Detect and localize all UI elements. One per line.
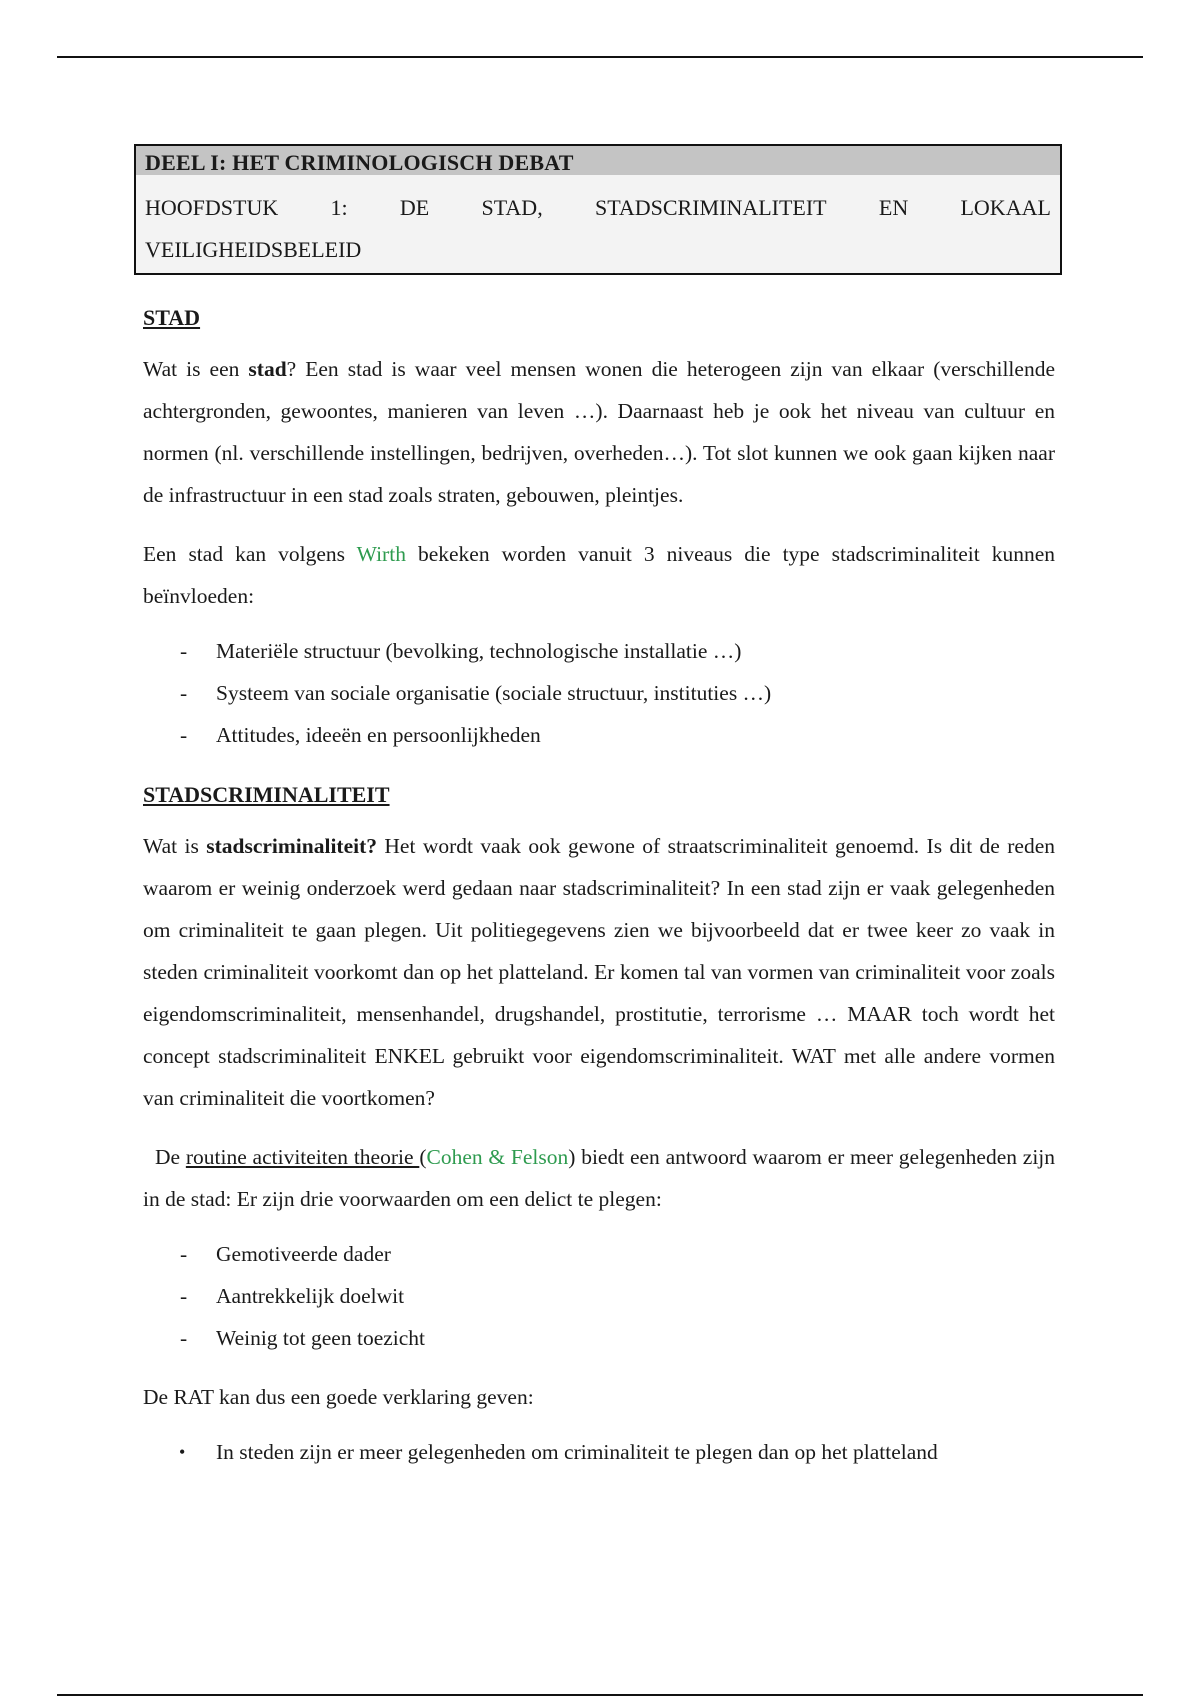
- wirth-levels-list: [143, 630, 1055, 756]
- section-heading-stad: STAD: [143, 305, 201, 330]
- term-routine-activiteiten-theorie: routine activiteiten theorie: [185, 1145, 420, 1169]
- part-title: DEEL I: HET CRIMINOLOGISCH DEBAT: [136, 146, 1060, 175]
- chapter-title-line1: HOOFDSTUK 1: DE STAD, STADSCRIMINALITEIT EN LOKAAL: [145, 195, 1051, 220]
- top-rule: [57, 56, 1143, 58]
- list-item: - Gemotiveerde dader: [180, 1242, 391, 1266]
- paragraph-wirth: Een stad kan volgens Wirth bekeken worden vanuit 3 niveaus die type stadscriminaliteit kunnen beïnvloeden:: [143, 542, 1055, 608]
- list-item: - Attitudes, ideeën en persoonlijkheden: [180, 723, 541, 747]
- bottom-rule: [57, 1694, 1143, 1696]
- page-content: [143, 144, 1055, 1473]
- chapter-title-line2: VEILIGHEIDSBELEID: [145, 237, 362, 262]
- authors-cohen-felson: Cohen & Felson: [426, 1145, 569, 1169]
- rat-explanation-bullets: [143, 1431, 1055, 1473]
- list-item: - Aantrekkelijk doelwit: [180, 1284, 405, 1308]
- rat-conditions-list: [143, 1233, 1055, 1359]
- list-item: • In steden zijn er meer gelegenheden om criminaliteit te plegen dan op het platteland: [179, 1440, 938, 1464]
- paragraph-stadscriminaliteit-definition: Wat is stadscriminaliteit? Het wordt vaak ook gewone of straatscriminaliteit genoemd. Is dit de reden waarom er weinig onderzoek werd gedaan naar stadscriminaliteit? In een stad zijn er vaak gelegenheden om criminaliteit te gaan plegen. Uit politiegegevens zien we bijvoorbeeld dat er twee keer zo vaak in steden criminaliteit voorkomt dan op het platteland. Er komen tal van vormen van criminaliteit voor zoals eigendomscriminaliteit, mensenhandel, drugshandel, prostitutie, terrorisme … MAAR toch wordt het concept stadscriminaliteit ENKEL gebruikt voor eigendomscriminaliteit. WAT met alle andere vormen van criminaliteit die voortkomen?: [143, 834, 1055, 1110]
- paragraph-stad-definition: Wat is een stad? Een stad is waar veel mensen wonen die heterogeen zijn van elkaar (verschillende achtergronden, gewoontes, manieren van leven …). Daarnaast heb je ook het niveau van cultuur en normen (nl. verschillende instellingen, bedrijven, overheden…). Tot slot kunnen we ook gaan kijken naar de infrastructuur in een stad zoals straten, gebouwen, pleintjes.: [143, 357, 1055, 507]
- author-wirth: Wirth: [356, 542, 406, 566]
- chapter-header-box: [134, 144, 1062, 275]
- paragraph-rat-explanation: De RAT kan dus een goede verklaring geven:: [143, 1385, 534, 1409]
- chapter-title: [136, 175, 1060, 273]
- list-item: - Materiële structuur (bevolking, technologische installatie …): [180, 639, 742, 663]
- list-item: - Weinig tot geen toezicht: [180, 1326, 426, 1350]
- list-item: - Systeem van sociale organisatie (sociale structuur, instituties …): [180, 681, 772, 705]
- paragraph-rat: De routine activiteiten theorie (Cohen & Felson) biedt een antwoord waarom er meer gelegenheden zijn in de stad: Er zijn drie voorwaarden om een delict te plegen:: [143, 1145, 1056, 1211]
- section-heading-stadscriminaliteit: STADSCRIMINALITEIT: [143, 782, 390, 807]
